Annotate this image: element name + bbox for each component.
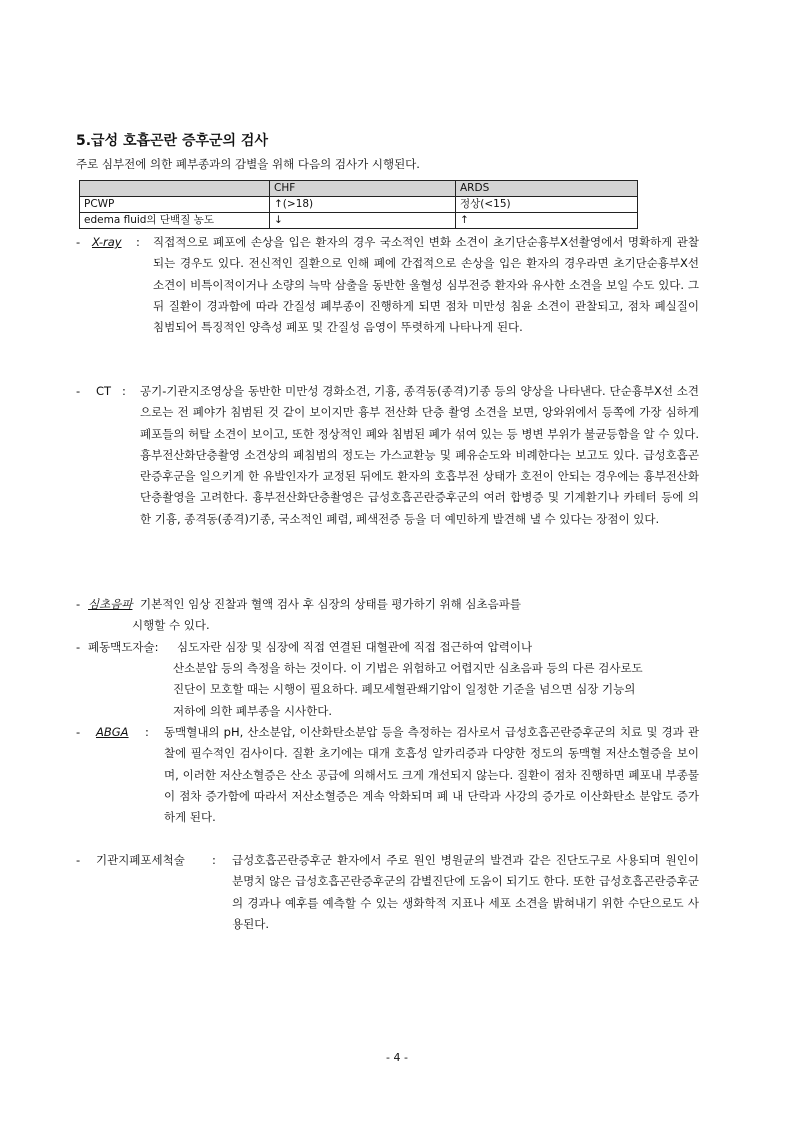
abga-text: 동맥혈내의 pH, 산소분압, 이산화탄소분압 등을 측정하는 검사로서 급성호흡곤란증후군의 치료 및 경과 관찰에 필수적인 검사이다. 질환 초기에는 대개 호흡성 알카리증과 다양한 정도의 동맥혈 저산소혈증을 보이며, 이러한 저산소혈증은 산소 공급에 의해서도 크게 개선되지 않는다. 질환이 점차 진행하면 폐포내 부종물이 점차 증가함에 따라서 저산소혈증은 계속 악화되며 폐 내 단락과 사강의 증가로 이산화탄소 분압도 증가하게 된다. [164,725,699,825]
bullet-dash: - [76,597,81,611]
bal-text: 급성호흡곤란증후군 환자에서 주로 원인 병원균의 발견과 같은 진단도구로 사용되며 원인이 분명치 않은 급성호흡곤란증후군의 감별진단에 도움이 되기도 한다. 또한 급성호흡곤란증후군의 경과나 예후를 예측할 수 있는 생화학적 지표나 세포 소견을 밝혀내기 위한 수단으로도 사용된다. [232,853,699,931]
catheter-section [0,637,794,723]
comparison-table [79,180,638,229]
table-header-row [80,181,638,197]
label-separator: : [136,235,140,249]
ct-label: CT [96,384,112,398]
table-row [80,197,638,213]
table-header-cell: CHF [270,181,456,197]
bullet-dash: - [76,853,81,867]
xray-text: 직접적으로 폐포에 손상을 입은 환자의 경우 국소적인 변화 소견이 초기단순흉부X선촬영에서 명확하게 관찰되는 경우도 있다. 전신적인 질환으로 인해 폐에 간접적으로 손상을 입은 환자의 경우라면 초기단순흉부X선 소견이 비특이적이거나 소량의 늑막 삼출을 동반한 울혈성 심부전증 환자와 유사한 소견을 보일 수도 있다. 그 뒤 질환이 경과함에 따라 간질성 폐부종이 진행하게 되면 점차 미만성 침윤 소견이 관찰되고, 점차 폐실질이 침범되어 특징적인 양측성 폐포 및 간질성 음영이 뚜렷하게 나타나게 된다. [153,235,699,335]
label-separator: : [212,853,216,867]
ct-section [0,381,794,596]
bullet-dash: - [76,725,81,739]
xray-section [0,232,794,382]
echo-text-line2: 시행할 수 있다. [132,618,210,632]
bullet-dash: - [76,640,81,654]
table-row [80,213,638,229]
echo-text-line1: 기본적인 임상 진찰과 혈액 검사 후 심장의 상태를 평가하기 위해 심초음파를 [140,597,521,611]
table-cell: 정상(<15) [456,197,638,213]
echo-label: 심초음파 [88,597,133,611]
table-cell: edema fluid의 단백질 농도 [80,213,270,229]
table-cell: ↓ [270,213,456,229]
label-separator: : [122,384,126,398]
page-number: - 4 - [386,1051,408,1064]
abga-label: ABGA [96,725,129,739]
bal-section [0,850,794,960]
xray-label: X-ray [92,235,122,249]
section-title: 5.급성 호흡곤란 증후군의 검사 [76,133,268,149]
table-cell: PCWP [80,197,270,213]
bullet-dash: - [76,235,81,249]
echo-section [0,594,794,640]
catheter-text: 산소분압 등의 측정을 하는 것이다. 이 기법은 위험하고 어렵지만 심초음파 등의 다른 검사로도 진단이 모호할 때는 시행이 필요하다. 폐모세혈관쐐기압이 일정한 기준을 넘으면 심장 기능의 저하에 의한 폐부종을 시사한다. [173,661,643,718]
label-separator: : [145,725,149,739]
bullet-dash: - [76,384,81,398]
bal-label: 기관지폐포세척술 [96,853,185,867]
ct-text: 공기-기관지조영상을 동반한 미만성 경화소견, 기흉, 종격동(종격)기종 등의 양상을 나타낸다. 단순흉부X선 소견으로는 전 폐야가 침범된 것 같이 보이지만 흉부 전산화 단층 촬영 소견을 보면, 앙와위에서 등쪽에 가장 심하게 폐포들의 허탈 소견이 보이고, 또한 정상적인 폐와 침범된 폐가 섞여 있는 등 병변 부위가 불균등함을 알 수 있다. 흉부전산화단층촬영 소견상의 폐침범의 정도는 가스교환능 및 폐유순도와 비례한다는 보고도 있다. 급성호흡곤란증후군을 일으키게 한 유발인자가 교정된 뒤에도 환자의 호흡부전 상태가 호전이 안되는 경우에는 흉부전산화단층촬영을 고려한다. 흉부전산화단층촬영은 급성호흡곤란증후군의 여러 합병증 및 기계환기나 카테터 등에 의한 기흉, 종격동(종격)기종, 국소적인 폐렴, 폐색전증 등을 더 예민하게 발견해 낼 수 있다는 장점이 있다. [140,384,699,526]
table-cell: ↑ [456,213,638,229]
intro-text: 주로 심부전에 의한 폐부종과의 감별을 위해 다음의 검사가 시행된다. [76,157,420,171]
catheter-text-line1: 심도자란 심장 및 심장에 직접 연결된 대혈관에 직접 접근하여 압력이나 [177,640,533,654]
table-header-cell: ARDS [456,181,638,197]
catheter-label: 폐동맥도자술: [88,640,159,654]
abga-section [0,722,794,852]
table-cell: ↑(>18) [270,197,456,213]
table-header-cell [80,181,270,197]
